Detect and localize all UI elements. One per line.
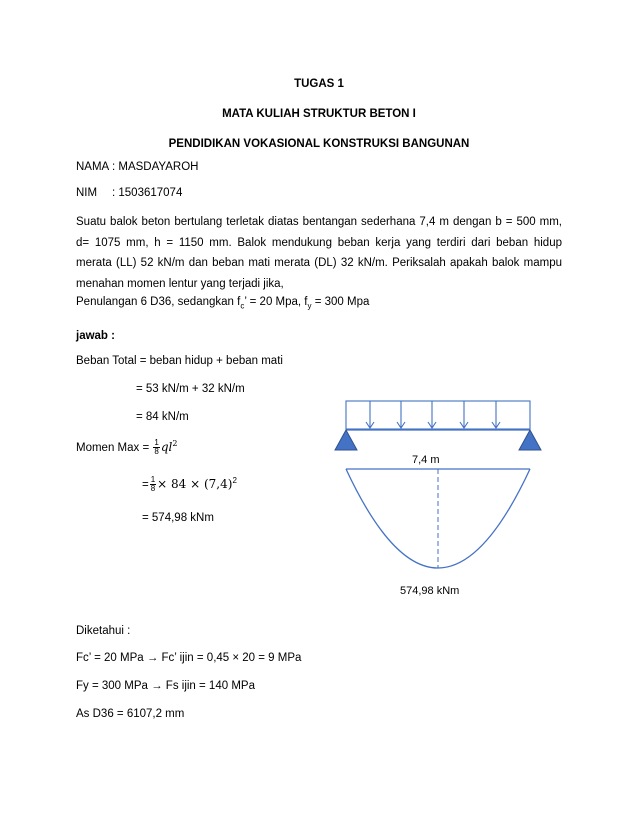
- name-value: : MASDAYAROH: [112, 161, 199, 173]
- nim-label: NIM: [76, 187, 98, 199]
- moment-result-line: = 574,98 kNm: [142, 512, 214, 524]
- given-heading: Diketahui :: [76, 625, 131, 637]
- answer-heading: jawab :: [76, 330, 115, 342]
- load-result-line: = 84 kN/m: [136, 411, 189, 423]
- program-title: PENDIDIKAN VOKASIONAL KONSTRUKSI BANGUNAN: [168, 138, 470, 150]
- total-load-line: Beban Total = beban hidup + beban mati: [76, 355, 283, 367]
- doc-title: TUGAS 1: [294, 78, 344, 90]
- moment-formula: Momen Max = $\frac{1}{8}$ $ql^2$: [76, 438, 178, 457]
- course-title: MATA KULIAH STRUKTUR BETON I: [222, 108, 416, 120]
- max-moment-label: 574,98 kNm: [400, 585, 460, 597]
- nim-value: : 1503617074: [112, 187, 183, 199]
- span-label: 7,4 m: [412, 454, 440, 466]
- load-sum-line: = 53 kN/m + 32 kN/m: [136, 383, 245, 395]
- reinforcement-line: Penulangan 6 D36, sedangkan $f_c$’ = 20 Mpa, $f_y = 300$ Mpa: [76, 296, 370, 311]
- distributed-load: [346, 401, 530, 429]
- given-steel: Fy = 300 MPa → Fs ijin = 140 MPa: [76, 680, 255, 692]
- moment-substitution: = $\frac{1}{8}$ × $84 \times (7,4)^2$: [142, 475, 237, 494]
- left-support-icon: [335, 430, 357, 450]
- given-area: As D36 = 6107,2 mm: [76, 708, 185, 720]
- right-support-icon: [519, 430, 541, 450]
- given-concrete: Fc’ = 20 MPa → Fc’ ijin = 0,45 × 20 = 9 MPa: [76, 652, 302, 664]
- load-box: [346, 401, 530, 429]
- name-label: NAMA: [76, 161, 110, 173]
- problem-statement: Suatu balok beton bertulang terletak diatas bentangan sederhana 7,4 m dengan b = 500 mm, d= 1075 mm, h = 1150 mm. Balok mendukung beban kerja yang terdiri dari beban hidup merata (LL) 52 kN/m dan beban mati merata (DL) 32 kN/m. Periksalah apakah balok mampu menahan momen lentur yang terjadi jika,: [76, 216, 562, 290]
